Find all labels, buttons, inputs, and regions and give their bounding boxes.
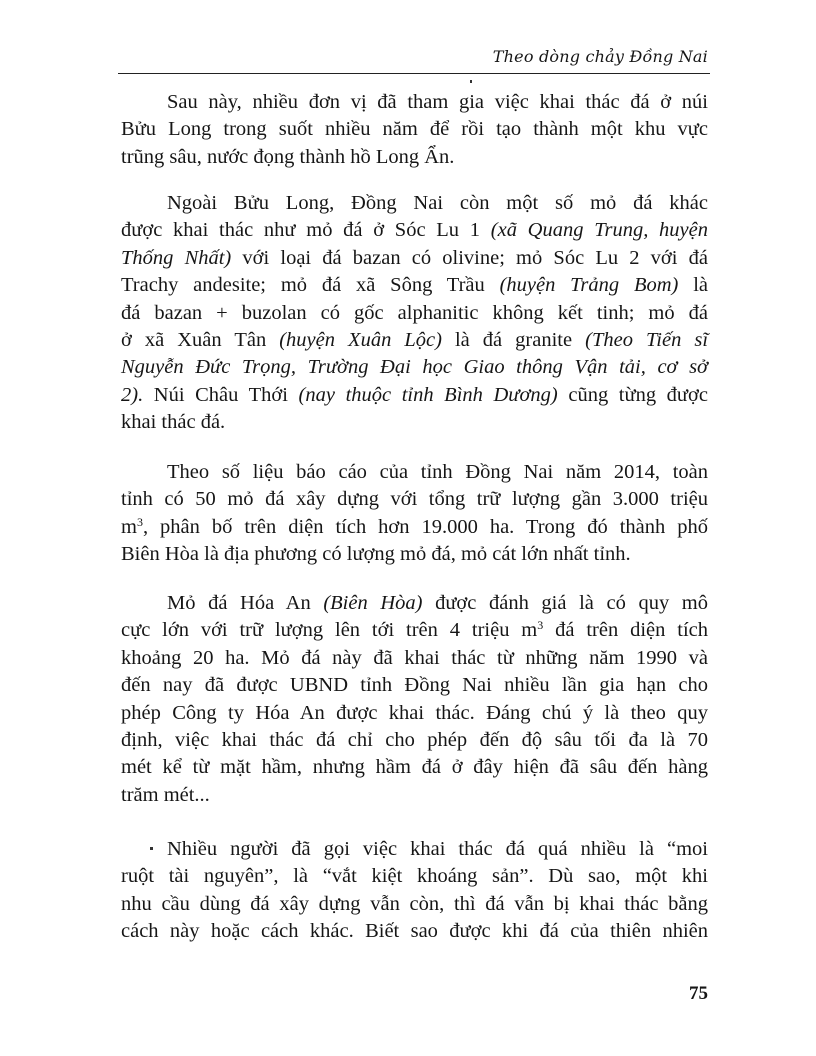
text-span: Trachy andesite; mỏ đá xã Sông Trầu [121,274,500,297]
text-line [121,353,708,381]
text-span: cách này hoặc cách khác. Biết sao được khi đá của thiên nhiên [121,920,708,943]
italic-text: (Biên Hòa) [323,592,423,614]
text-span: được khai thác như mỏ đá ở Sóc Lu 1 [121,219,491,242]
text-span: , phân bố trên diện tích hơn 19.000 ha. Trong đó thành phố [142,515,708,538]
running-header-title: Theo dòng chảy Đồng Nai [492,47,708,66]
text-span: Ngoài Bửu Long, Đồng Nai còn một số mỏ đá khác [167,192,708,214]
text-span: được đánh giá là có quy mô [422,592,708,614]
scan-speck [470,80,472,83]
text-line [121,917,708,945]
text-span: là đá granite [441,329,586,351]
text-span: định, việc khai thác đá chỉ cho phép đến độ sâu tối đa là 70 [121,729,708,751]
italic-text: 2). [121,383,144,406]
text-span: tỉnh có 50 mỏ đá xây dựng với tổng trữ lượng gần 3.000 triệu [121,488,708,511]
text-span: trũng sâu, nước đọng thành hồ Long Ẩn. [121,145,455,168]
text-line [167,88,708,116]
text-line [121,540,708,568]
text-span: ruột tài nguyên”, là “vắt kiệt khoáng sản”. Dù sao, một khi [121,865,708,888]
page-number: 75 [689,983,708,1004]
italic-text: Thống Nhất) [121,246,232,269]
text-span: đến nay đã được UBND tỉnh Đồng Nai nhiều lần gia hạn cho [121,674,708,697]
text-line [121,781,708,809]
text-line [121,216,708,244]
text-span: mét kể từ mặt hầm, nhưng hầm đá ở đây hiện đã sâu đến hàng [121,756,708,779]
text-span: với loại đá bazan có olivine; mỏ Sóc Lu 2 với đá [231,246,708,269]
text-span: Bửu Long trong suốt nhiều năm để rồi tạo thành một khu vực [121,118,708,141]
text-line [121,616,708,644]
scan-speck [150,847,153,850]
text-span: Biên Hòa là địa phương có lượng mỏ đá, mỏ cát lớn nhất tỉnh. [121,543,631,566]
italic-text: (xã Quang Trung, huyện [490,219,708,242]
text-span: phép Công ty Hóa An được khai thác. Đáng chú ý là theo quy [121,701,708,724]
text-line [121,271,708,299]
text-line [121,671,708,699]
italic-text: (huyện Xuân Lộc) [279,329,442,351]
header-divider [118,73,710,74]
text-line [121,326,708,354]
text-span: khoảng 20 ha. Mỏ đá này đã khai thác từ những năm 1990 và [121,646,708,669]
text-span: ở xã Xuân Tân [121,329,280,351]
italic-text: (Theo Tiến sĩ [585,329,709,351]
text-span: đá trên diện tích [543,619,708,642]
text-span: cực lớn với trữ lượng lên tới trên 4 triệu m [121,619,538,642]
text-line [121,381,708,409]
text-line [167,589,708,617]
text-line [121,890,708,918]
text-line [167,835,708,863]
text-span: khai thác đá. [121,411,226,434]
text-line [121,699,708,727]
text-line [167,189,708,217]
text-span: m [121,515,137,538]
text-span: là [678,274,708,297]
text-span: Núi Châu Thới [143,383,299,406]
text-line [121,408,708,436]
text-span: Sau này, nhiều đơn vị đã tham gia việc khai thác đá ở núi [167,91,708,113]
text-span: Theo số liệu báo cáo của tỉnh Đồng Nai năm 2014, toàn [167,461,708,483]
text-span: nhu cầu dùng đá xây dựng vẫn còn, thì đá vẫn bị khai thác bằng [121,892,708,915]
text-span: Mỏ đá Hóa An [167,592,324,614]
text-line [121,513,708,541]
text-span: đá bazan + buzolan có gốc alphanitic không kết tinh; mỏ đá [121,301,708,324]
text-line [121,485,708,513]
text-line [121,862,708,890]
text-line [121,644,708,672]
text-line [121,143,708,171]
superscript: 3 [136,514,143,529]
text-line [121,244,708,272]
italic-text: Nguyễn Đức Trọng, Trường Đại học Giao thông Vận tải, cơ sở [121,356,708,379]
italic-text: (nay thuộc tỉnh Bình Dương) [298,383,558,406]
superscript: 3 [537,618,544,633]
text-span: cũng từng được [557,383,708,406]
text-line [121,753,708,781]
italic-text: (huyện Trảng Bom) [499,274,679,297]
text-line [167,458,708,486]
text-span: Nhiều người đã gọi việc khai thác đá quá nhiều là “moi [167,838,708,860]
text-span: trăm mét... [121,783,210,806]
text-line [121,115,708,143]
text-line [121,726,708,754]
text-line [121,299,708,327]
